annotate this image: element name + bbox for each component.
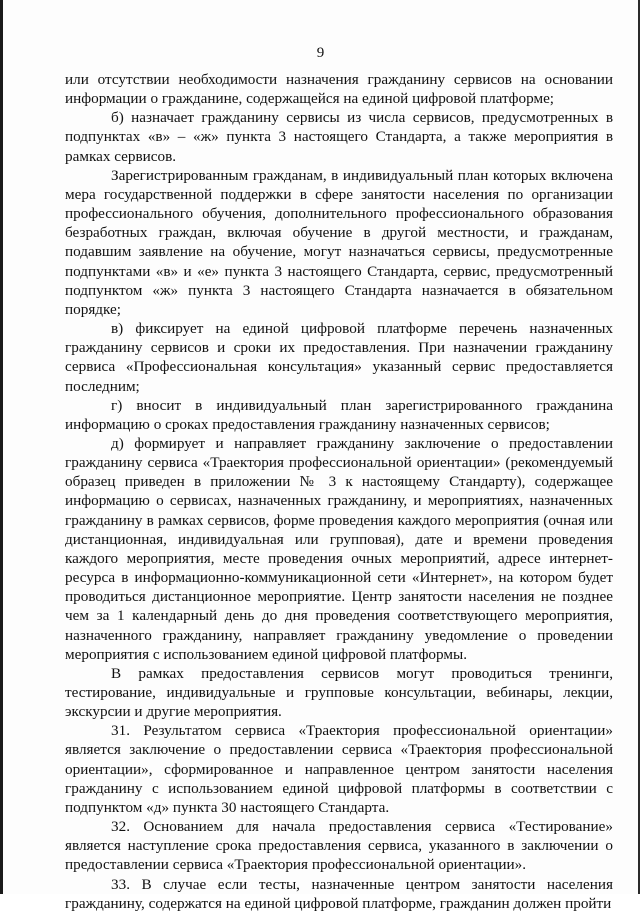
paragraph-33: 33. В случае если тесты, назначенные центром занятости населения гражданину, содержатся на единой цифровой платформе, гражданин должен пройти [65,875,613,912]
document-body [65,70,613,913]
paragraph-item-g: г) вносит в индивидуальный план зарегистрированного гражданина информацию о сроках предоставления гражданину назначенных сервисов; [65,396,613,433]
paragraph-item-b: б) назначает гражданину сервисы из числа сервисов, предусмотренных в подпунктах «в» – «ж» пункта 3 настоящего Стандарта, а также мероприятия в рамках сервисов. [65,109,613,165]
paragraph-registered-citizens: Зарегистрированным гражданам, в индивидуальный план которых включена мера государственной поддержки в сфере занятости населения по организации профессионального обучения, дополнительного профессионального образования безработных граждан, включая обучение в другой местности, и гражданам, подавшим заявление на обучение, могут назначаться сервисы, предусмотренные подпунктами «в» и «е» пункта 3 настоящего Стандарта, сервис, предусмотренный подпунктом «ж» пункта 3 настоящего Стандарта назначается в обязательном порядке; [65,166,613,318]
paragraph-services-events: В рамках предоставления сервисов могут проводиться тренинги, тестирование, индивидуальные и групповые консультации, вебинары, лекции, экскурсии и другие мероприятия. [65,664,613,721]
paragraph-item-v: в) фиксирует на единой цифровой платформе перечень назначенных гражданину сервисов и сроки их предоставления. При назначении гражданину сервиса «Профессиональная консультация» указанный сервис предоставляется последним; [65,320,613,395]
paragraph-31: 31. Результатом сервиса «Траектория профессиональной ориентации» является заключение о предоставлении сервиса «Траектория профессиональной ориентации», сформированное и направленное центром занятости населения гражданину с использованием единой цифровой платформы в соответствии с подпунктом «д» пункта 30 настоящего Стандарта. [65,722,613,816]
paragraph-continuation: или отсутствии необходимости назначения гражданину сервисов на основании информации о гражданине, содержащейся на единой цифровой платформе; [65,71,613,108]
paragraph-32: 32. Основанием для начала предоставления сервиса «Тестирование» является наступление срока предоставления сервиса, указанного в заключении о предоставлении сервиса «Траектория профессиональной ориентации». [65,818,613,874]
paragraph-item-d: д) формирует и направляет гражданину заключение о предоставлении гражданину сервиса «Траектория профессиональной ориентации» (рекомендуемый образец приведен в приложении № 3 к настоящему Стандарту), содержащее информацию о сервисах, назначенных гражданину, и мероприятиях, назначенных гражданину в рамках сервисов, форме проведения каждого мероприятия (очная или дистанционная, индивидуальная или групповая), дате и времени проведения каждого мероприятия, месте проведения очных мероприятий, адресе интернет-ресурса в информационно-коммуникационной сети «Интернет», на котором будет проводиться дистанционное мероприятие. Центр занятости населения не позднее чем за 1 календарный день до дня проведения соответствующего мероприятия, назначенного гражданину, направляет гражданину уведомление о проведении мероприятия с использованием единой цифровой платформы. [65,434,613,663]
page-number: 9 [316,45,325,61]
